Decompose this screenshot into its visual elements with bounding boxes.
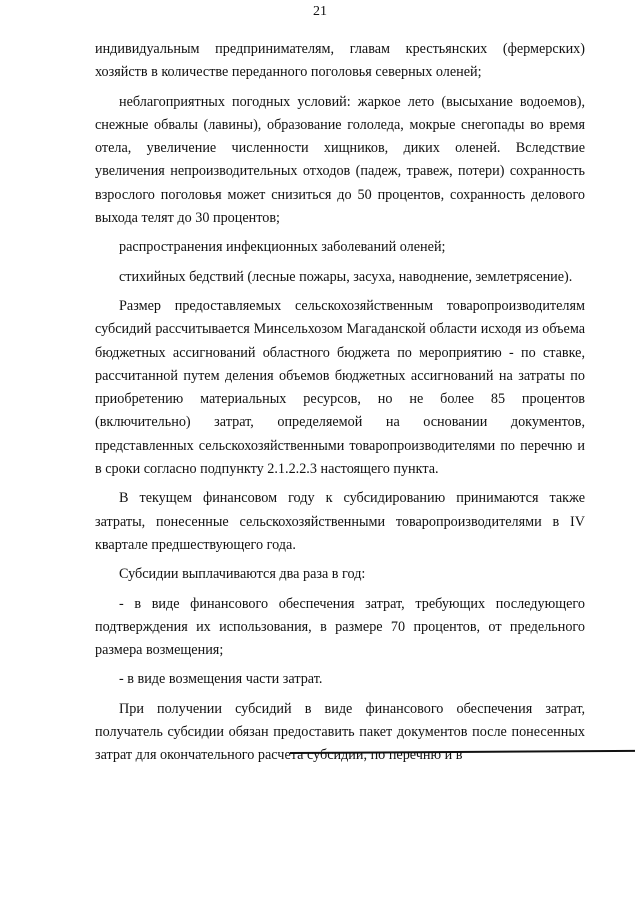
paragraph-subsidy-size: Размер предоставляемых сельскохозяйственным товаропроизводителям субсидий рассчитывается Минсельхозом Магаданской области исходя из объема бюджетных ассигнований областного бюджета по мероприятию - по ставке, рассчитанной путем деления объемов бюджетных ассигнований на затраты по приобретению материальных ресурсов, но не более 85 процентов (включительно) затрат, определяемой на основании документов, представленных сельскохозяйственными товаропроизводителями по перечню и в сроки согласно подпункту 2.1.2.2.3 настоящего пункта. <box>95 297 585 478</box>
paragraph-cost-reimbursement: - в виде возмещения части затрат. <box>119 671 323 688</box>
paragraph-infections: распространения инфекционных заболеваний оленей; <box>119 239 446 256</box>
paragraph-natural-disasters: стихийных бедствий (лесные пожары, засуха, наводнение, землетрясение). <box>119 268 573 285</box>
paragraph-continuation: индивидуальным предпринимателям, главам крестьянских (фермерских) хозяйств в количестве переданного поголовья северных оленей; <box>95 41 585 81</box>
paragraph-financial-provision: - в виде финансового обеспечения затрат, требующих последующего подтверждения их использования, в размере 70 процентов, от предельного размера возмещения; <box>95 595 585 659</box>
paragraph-receipt-obligations: При получении субсидий в виде финансового обеспечения затрат, получатель субсидии обязан предоставить пакет документов после понесенных затрат для окончательного расчета субсидии, по перечню и в <box>95 700 585 764</box>
paragraph-payment-schedule: Субсидии выплачиваются два раза в год: <box>119 566 366 583</box>
paragraph-weather-conditions: неблагоприятных погодных условий: жаркое лето (высыхание водоемов), снежные обвалы (лавины), образование гололеда, мокрые снегопады во время отела, увеличение численности хищников, диких оленей. Вследствие увеличения непроизводительных отходов (падеж, травеж, потери) сохранность взрослого поголовья может снизиться до 50 процентов, сохранность делового выхода телят до 30 процентов; <box>95 93 585 227</box>
page-number: 21 <box>313 4 327 19</box>
document-body <box>95 38 585 774</box>
paragraph-current-year: В текущем финансовом году к субсидированию принимаются также затраты, понесенные сельскохозяйственными товаропроизводителями в IV квартале предшествующего года. <box>95 490 585 553</box>
